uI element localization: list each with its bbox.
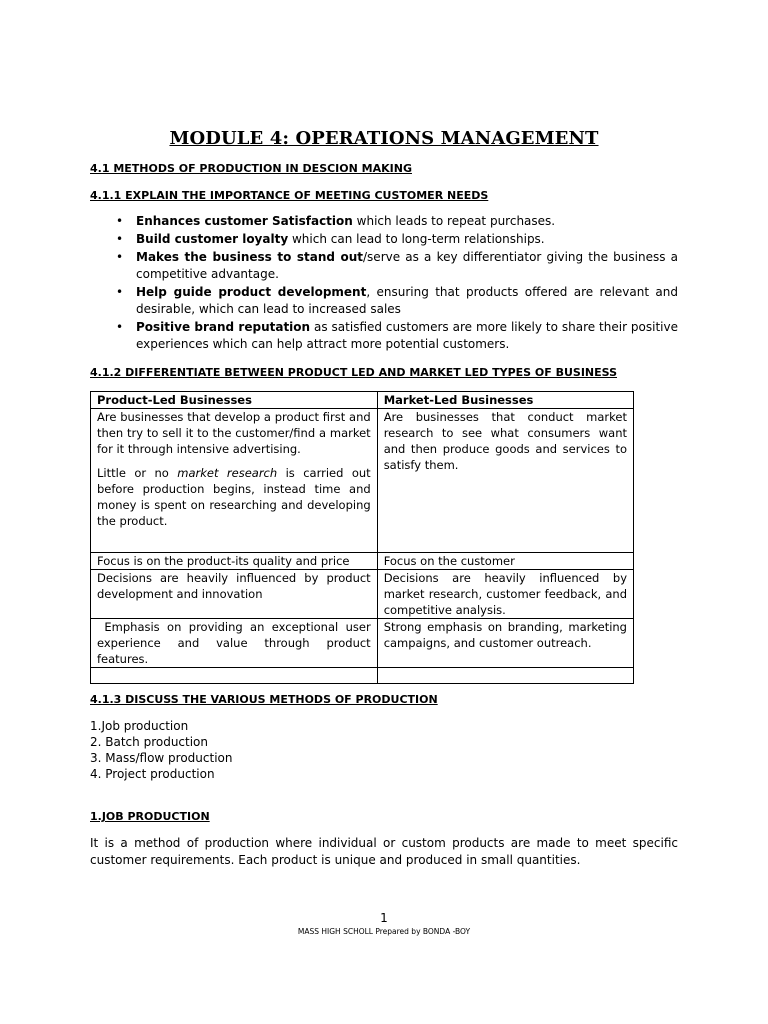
bullet-bold-text: Positive brand reputation <box>136 320 311 334</box>
bullet-text: which can lead to long-term relationships. <box>288 232 545 246</box>
cell-paragraph <box>97 465 371 529</box>
page-title: MODULE 4: OPERATIONS MANAGEMENT <box>169 128 599 149</box>
list-item: 2. Batch production <box>90 735 209 749</box>
table-row <box>91 668 634 684</box>
table-cell-empty <box>91 668 378 684</box>
list-item <box>90 231 678 248</box>
bullet-icon: • <box>116 285 124 299</box>
table-header-product-led: Product-Led Businesses <box>91 392 378 409</box>
table-header-row <box>91 392 634 409</box>
table-cell: Emphasis on providing an exceptional user experience and value through product features. <box>91 619 378 668</box>
list-item <box>90 213 678 230</box>
bullet-text: , ensuring that products offered are relevant and desirable, which can lead to increased sales <box>136 285 679 316</box>
table-cell <box>91 409 378 553</box>
comparison-table <box>90 391 634 684</box>
bullet-icon: • <box>116 232 124 246</box>
cell-emphasis: market research <box>177 466 278 480</box>
bullet-bold-text: Enhances customer Satisfaction <box>136 214 353 228</box>
table-cell: Strong emphasis on branding, marketing campaigns, and customer outreach. <box>377 619 633 668</box>
table-cell: Decisions are heavily influenced by market research, customer feedback, and competitive analysis. <box>377 570 633 619</box>
list-item <box>90 319 678 353</box>
job-production-paragraph: It is a method of production where individual or custom products are made to meet specific customer requirements. Each product is unique and produced in small quantities. <box>90 836 678 867</box>
bullet-icon: • <box>116 250 124 264</box>
table-cell: Focus on the customer <box>377 553 633 570</box>
table-row <box>91 570 634 619</box>
customer-needs-list <box>90 213 678 354</box>
list-item <box>90 249 678 283</box>
bullet-text: /serve as a key differentiator giving the business a competitive advantage. <box>136 250 678 281</box>
job-production-heading: 1.JOB PRODUCTION <box>90 810 210 823</box>
table-row <box>91 619 634 668</box>
bullet-bold-text: Makes the business to stand out <box>136 250 364 264</box>
cell-paragraph: Are businesses that develop a product first and then try to sell it to the customer/find a market for it through intensive advertising. <box>97 410 371 456</box>
table-row <box>91 409 634 553</box>
section-heading-4-1: 4.1 METHODS OF PRODUCTION IN DESCION MAKING <box>90 162 412 175</box>
production-methods-list <box>90 718 232 782</box>
cell-text: is carried out before production begins, instead time and money is spent on researching and developing the product. <box>97 466 371 528</box>
list-item: 4. Project production <box>90 767 215 781</box>
bullet-text: as satisfied customers are more likely to share their positive experiences which can help attract more potential customers. <box>136 320 679 351</box>
list-item: 1.Job production <box>90 719 189 733</box>
bullet-bold-text: Help guide product development <box>136 285 367 299</box>
page-number: 1 <box>380 911 388 925</box>
table-cell: Decisions are heavily influenced by product development and innovation <box>91 570 378 619</box>
table-cell: Are businesses that conduct market research to see what consumers want and then produce goods and services to satisfy them. <box>377 409 633 553</box>
list-item: 3. Mass/flow production <box>90 751 233 765</box>
bullet-icon: • <box>116 214 124 228</box>
section-heading-4-1-3: 4.1.3 DISCUSS THE VARIOUS METHODS OF PRODUCTION <box>90 693 438 706</box>
cell-text: Little or no <box>97 466 178 480</box>
list-item <box>90 284 678 318</box>
table-cell: Focus is on the product-its quality and price <box>91 553 378 570</box>
table-cell-empty <box>377 668 633 684</box>
section-heading-4-1-2: 4.1.2 DIFFERENTIATE BETWEEN PRODUCT LED AND MARKET LED TYPES OF BUSINESS <box>90 366 618 379</box>
table-row <box>91 553 634 570</box>
bullet-text: which leads to repeat purchases. <box>352 214 556 228</box>
table-header-market-led: Market-Led Businesses <box>377 392 633 409</box>
section-heading-4-1-1: 4.1.1 EXPLAIN THE IMPORTANCE OF MEETING CUSTOMER NEEDS <box>90 189 489 202</box>
bullet-bold-text: Build customer loyalty <box>136 232 289 246</box>
page-footer: MASS HIGH SCHOLL Prepared by BONDA -BOY <box>297 927 471 936</box>
bullet-icon: • <box>116 320 124 334</box>
